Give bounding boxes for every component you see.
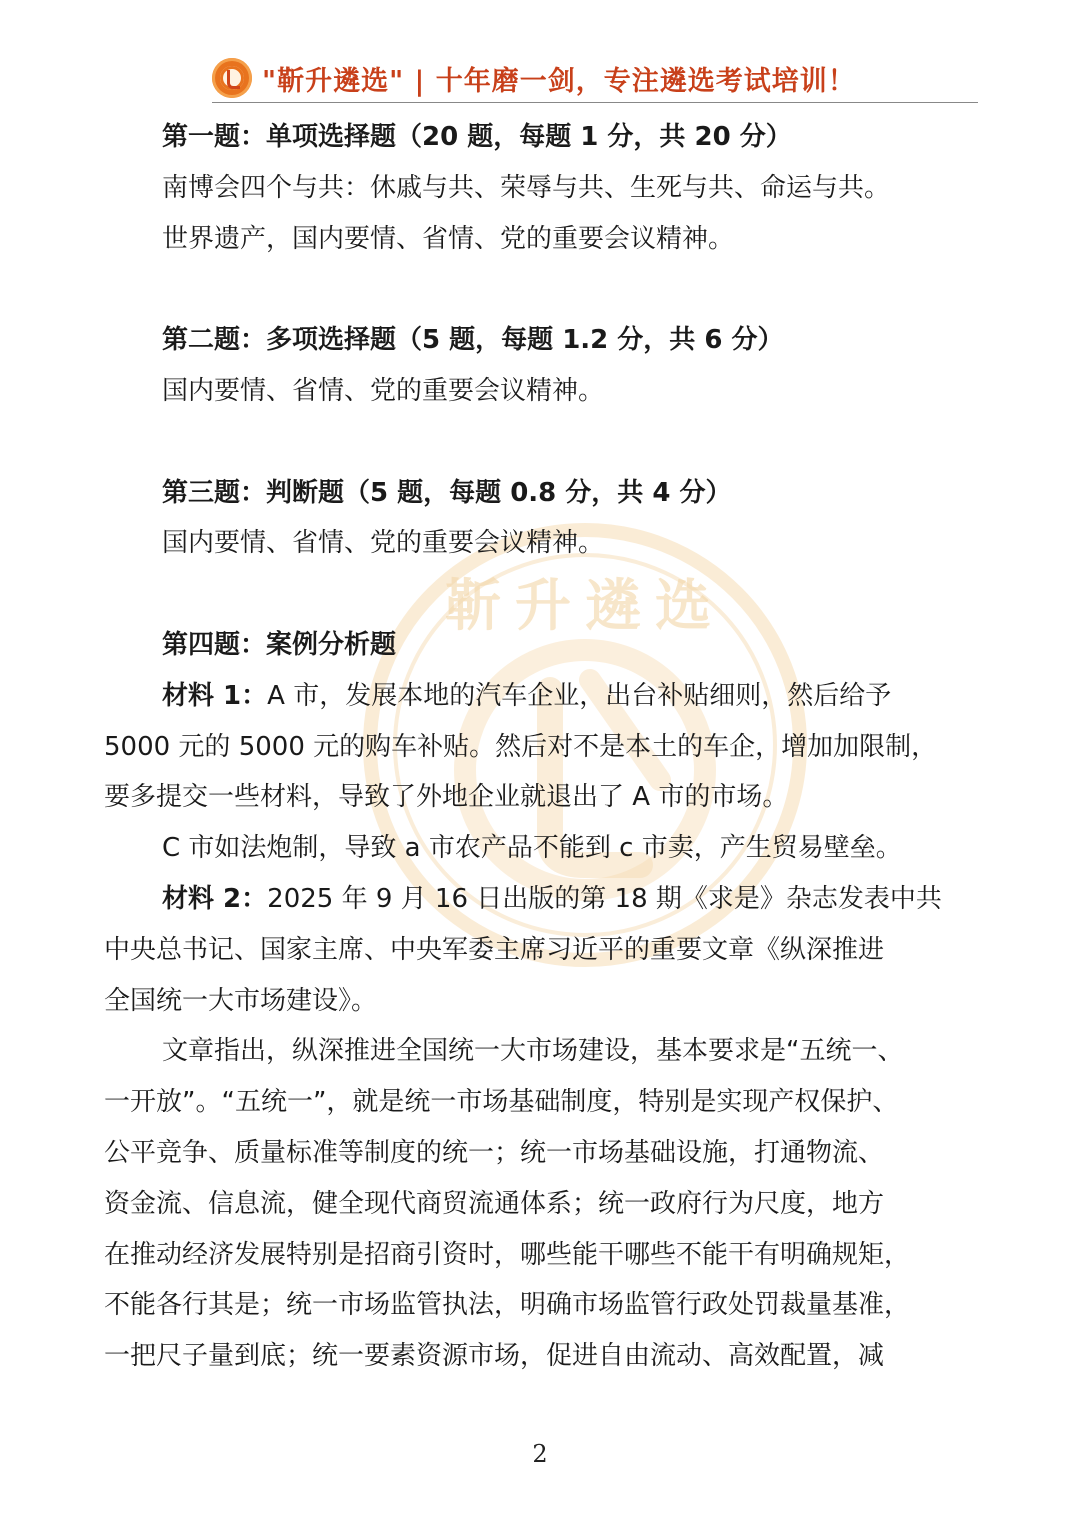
section-1-line: 世界遗产，国内要情、省情、党的重要会议精神。: [162, 223, 735, 254]
article-paragraph-line: 不能各行其是；统一市场监管执法，明确市场监管行政处罚裁量基准，: [104, 1290, 911, 1321]
section-1-line: 南博会四个与共：休戚与共、荣辱与共、生死与共、命运与共。: [162, 172, 891, 203]
article-paragraph-line: 公平竞争、质量标准等制度的统一；统一市场基础设施，打通物流、: [104, 1137, 885, 1168]
document-body: [104, 112, 978, 1382]
section-2-heading: 第二题：多项选择题（5 题，每题 1.2 分，共 6 分）: [162, 325, 784, 356]
section-3-line: 国内要情、省情、党的重要会议精神。: [162, 528, 605, 559]
material-2-line: 全国统一大市场建设》。: [104, 985, 378, 1016]
material-2-paragraph: [104, 874, 978, 925]
article-paragraph-line: 资金流、信息流，健全现代商贸流通体系；统一政府行为尺度，地方: [104, 1188, 885, 1219]
material-2-text: 2025 年 9 月 16 日出版的第 18 期《求是》杂志发表中共: [267, 883, 942, 914]
section-2-line: 国内要情、省情、党的重要会议精神。: [162, 375, 605, 406]
material-1-line: 要多提交一些材料，导致了外地企业就退出了 A 市的市场。: [104, 782, 789, 813]
section-3-heading: 第三题：判断题（5 题，每题 0.8 分，共 4 分）: [162, 477, 732, 508]
brand-logo-icon: [212, 58, 252, 98]
header-divider: [212, 102, 978, 103]
section-4-heading: 第四题：案例分析题: [162, 629, 397, 660]
material-1-line: C 市如法炮制，导致 a 市农产品不能到 c 市卖，产生贸易壁垒。: [162, 833, 902, 864]
page-header: [212, 56, 978, 100]
article-paragraph-line: 一把尺子量到底；统一要素资源市场，促进自由流动、高效配置，减: [104, 1341, 885, 1372]
material-1-label: 材料 1：: [162, 680, 268, 711]
article-paragraph-line: 一开放”。“五统一”，就是统一市场基础制度，特别是实现产权保护、: [104, 1087, 899, 1118]
svg-text:靳升遴选: 靳升遴选: [445, 573, 725, 639]
material-1-line: 5000 元的 5000 元的购车补贴。然后对不是本土的车企，增加加限制，: [104, 731, 938, 762]
material-1-paragraph: [104, 671, 978, 722]
article-paragraph-line: 文章指出，纵深推进全国统一大市场建设，基本要求是“五统一、: [162, 1036, 904, 1067]
page-number: 2: [532, 1440, 548, 1468]
header-slogan: "靳升遴选" | 十年磨一剑，专注遴选考试培训！: [262, 65, 856, 97]
section-1-heading: 第一题：单项选择题（20 题，每题 1 分，共 20 分）: [162, 122, 792, 152]
material-2-line: 中央总书记、国家主席、中央军委主席习近平的重要文章《纵深推进: [104, 934, 885, 965]
material-2-label: 材料 2：: [162, 883, 268, 914]
article-paragraph-line: 在推动经济发展特别是招商引资时，哪些能干哪些不能干有明确规矩，: [104, 1239, 911, 1270]
material-1-text: A 市，发展本地的汽车企业，出台补贴细则，然后给予: [267, 680, 892, 711]
